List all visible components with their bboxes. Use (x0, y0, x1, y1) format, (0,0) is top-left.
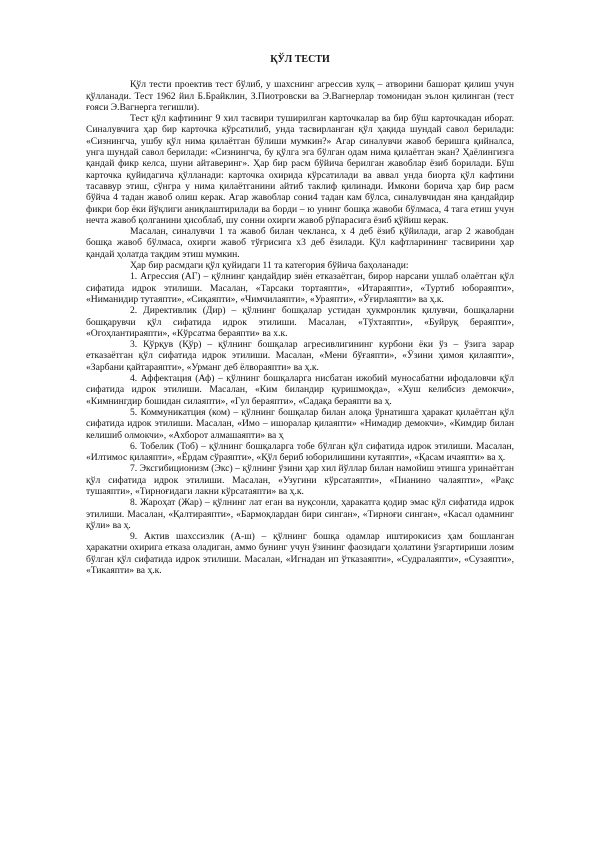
document-page (86, 48, 514, 576)
category-dependence: 6. Тобелик (Тоб) – қўлнинг бошқаларга тобе бўлган қўл сифатида идрок этилиши. Масалан, «Илтимос қилаяпти», «Ёрдам сўраяпти», «Қўл бериб юборилишини кутаяпти», «Қасам ичаяпти» ва ҳ. (86, 440, 514, 464)
page-title: ҚЎЛ ТЕСТИ (270, 54, 330, 65)
category-directivity: 2. Директивлик (Дир) – қўлнинг бошқалар устидан ҳукмронлик қилувчи, бошқаларни бошқарувчи қўл сифатида идрок этилиши. Масалан, «Тўхтаяпти», «Буйруқ бераяпти», «Огоҳлантираяпти», «Кўрсатма бераяпти» ва х.к. (86, 305, 514, 339)
category-fear: 3. Қўрқув (Қўр) – қўлнинг бошқалар агресивлигининг курбони ёки ўз – ўзига зарар етказаётган қўл сифатида идрок этилиши. Масалан, «Мени бўғаяпти», «Ўзини ҳимоя қилаяпти», «Зарбани қайтараяпти», «Урманг деб ёлвораяпти» ва ҳ.к. (86, 339, 514, 373)
paragraph-categories-intro: Ҳар бир расмдаги қўл қуйидаги 11 та категория бўйича баҳоланади: (130, 260, 409, 272)
paragraph-example: Масалан, синалувчи 1 та жавоб билан чекланса, x 4 деб ёзиб қўйилади, агар 2 жавобдан бошқа жавоб бўлмаса, охирги жавоб тўғрисига x3 деб ёзилади. Қўл кафтларининг тасвирини ҳар қандай ҳолатда тақдим этиш мумкин. (86, 226, 514, 260)
category-aggression: 1. Агрессия (АГ) – қўлнинг қандайдир зиён етказаётган, бирор нарсани ушлаб олаётган қўл сифатида идрок этилиши. Масалан, «Тарсаки тортаяпти», «Итараяпти», «Туртиб юбораяпти», «Ниманидир тутаяпти», «Сиқаяпти», «Чимчилаяпти», «Ураяпти», «Ўғирлаяпти» ва ҳ.к. (86, 271, 514, 305)
category-exhibitionism: 7. Эксгибиционизм (Экс) – қўлнинг ўзини ҳар хил йўллар билан намойиш этишга уринаётган қўл сифатида идрок этилиши. Масалан, «Узугини кўрсатаяпти», «Пианино чалаяпти», «Рақс тушаяпти», «Тирноғидаги лакни кўрсатаяпти» ва ҳ.к. (86, 463, 514, 497)
category-affection: 4. Аффектация (Аф) – қўлнинг бошқаларга нисбатан ижобий муносабатни ифодаловчи қўл сифатида идрок этилиши. Масалан, «Ким биландир қуришмоқда», «Хуш келибсиз демокчи», «Кимнингдир бошидан силаяпти», «Гул бераяпти», «Садақа бераяпти ва ҳ. (86, 373, 514, 407)
category-injury: 8. Жароҳат (Жар) – қўлнинг лат еган ва нуқсонли, ҳаракатга қодир эмас қўл сифатида идрок этилиши. Масалан, «Қалтираяпти», «Бармоқлардан бири синган», «Тирноғи синган», «Касал одамнинг қўли» ва ҳ. (86, 497, 514, 531)
category-active-impersonal: 9. Актив шахссизлик (А-ш) – қўлнинг бошқа одамлар иштирокисиз ҳам бошланган ҳаракатни охирига етказа оладиган, аммо бунинг учун ўзининг фаозидаги ҳолатини ўзгартириши лозим бўлган қўл сифатида идрок этилиши. Масалан, «Игнадан ип ўтказаяпти», «Судралаяпти», «Сузаяпти», «Тикаяпти» ва ҳ.к. (86, 531, 514, 577)
paragraph-intro: Қўл тести проектив тест бўлиб, у шахснинг агрессив хулқ – атворини башорат қилиш учун қўлланади. Тест 1962 йил Б.Брайклин, З.Пиотровски ва Э.Вагнерлар томонидан эълон қилинган (тест ғояси Э.Вагнерга тегишли). (86, 79, 514, 113)
paragraph-procedure: Тест қўл кафтининг 9 хил тасвири туширилган карточкалар ва бир бўш карточкадан иборат. Синалувчига ҳар бир карточка кўрсатилиб, унда тасвирланган қўл ҳақида шундай савол берилади: «Сизнингча, ушбу қўл нима қилаётган бўлиши мумкин?» Агар синалувчи жавоб беришга қийналса, унга шундай савол берилади: «Сизнингча, бу қўлга эга бўлган одам нима қилаётган экан? Ҳаёлингизга қандай фикр келса, шуни айтаверинг». Ҳар бир расм бўйича берилган жавоблар ёзиб борилади. Бўш карточка қуйидагича қўлланади: карточка охирида кўрсатилади ва аввал унда биорта қўл кафтини тасаввур этиш, сўнгра у нима қилаётганини айтиб таклиф қилинади. Имкони борича ҳар бир расм бўйча 4 тадан жавоб олиш керак. Агар жавоблар сони4 тадан кам бўлса, синалувчидан яна қандайдир фикри бор ёки йўқлиги аниқлаштирилади ва борди – ю унинг бошқа жавоби бўлмаса, 4 тага етиш учун нечта жавоб қолганини ҳисоблаб, шу сонни охирги жавоб рўпарасига ёзиб қўйиш керак. (86, 113, 514, 226)
category-communication: 5. Коммуникатция (ком) – қўлнинг бошқалар билан алоқа ўрнатишга ҳаракат қилаётган қўл сифатида идрок этилиши. Масалан, «Имо – ишоралар қилаяпти» «Нимадир демокчи», «Кимдир билан келишиб олмокчи», «Ахборот алмашаяпти» ва ҳ (86, 406, 514, 441)
